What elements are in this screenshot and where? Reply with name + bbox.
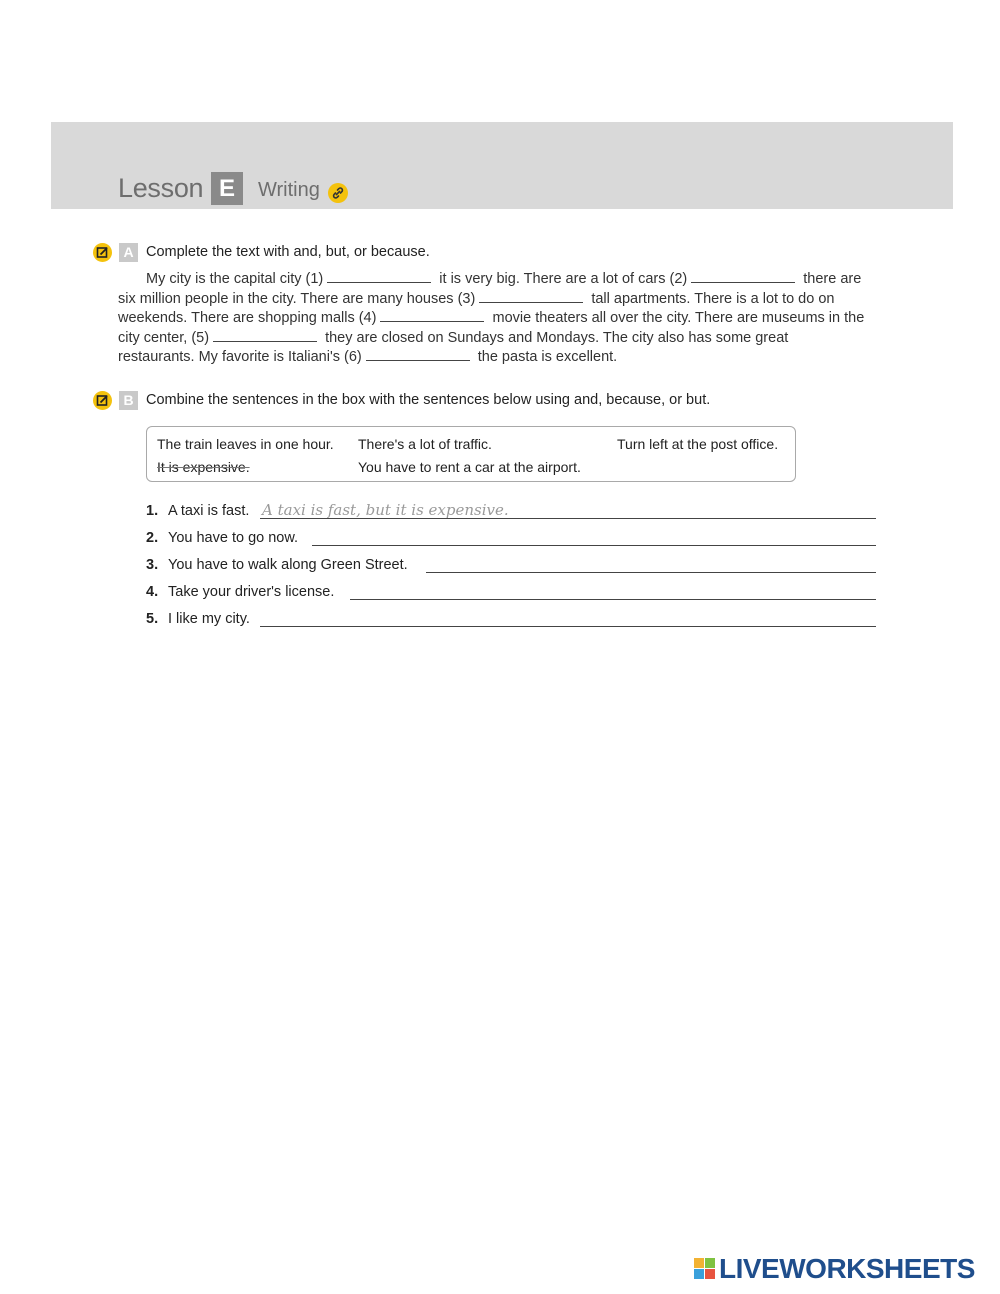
section-a-instruction bbox=[146, 244, 430, 260]
answer-line[interactable] bbox=[260, 518, 876, 519]
para-segment: My city is the capital city (1) bbox=[146, 271, 324, 287]
question-row bbox=[146, 611, 876, 633]
blank-4[interactable] bbox=[380, 309, 484, 322]
para-segment: movie theaters all over the city. There are museums in the city center, (5) bbox=[118, 310, 865, 346]
pencil-edit-icon bbox=[93, 243, 112, 262]
box-sentence: You have to rent a car at the airport. bbox=[358, 459, 581, 475]
box-sentence: There's a lot of traffic. bbox=[358, 436, 492, 452]
question-row bbox=[146, 584, 876, 606]
sentence-box bbox=[146, 426, 796, 482]
lesson-title: Writing bbox=[258, 179, 320, 201]
question-number: 1. bbox=[146, 503, 159, 519]
lesson-label: Lesson bbox=[118, 173, 204, 203]
para-segment: they are closed on Sundays and Mondays. The city also has some great restaurants. My favorite is Italiani's (6) bbox=[118, 329, 789, 366]
question-text: You have to go now. bbox=[168, 530, 299, 546]
answer-line[interactable] bbox=[350, 599, 876, 600]
question-number: 4. bbox=[146, 584, 159, 600]
liveworksheets-logo-icon bbox=[694, 1258, 716, 1280]
blank-1[interactable] bbox=[327, 270, 431, 283]
section-b-instruction: Combine the sentences in the box with the sentences below using and, because, or but. bbox=[146, 392, 711, 408]
question-text: Take your driver's license. bbox=[168, 584, 335, 600]
lesson-letter-badge: E bbox=[211, 172, 243, 205]
question-row bbox=[146, 530, 876, 552]
question-text: You have to walk along Green Street. bbox=[168, 557, 408, 573]
box-sentence: The train leaves in one hour. bbox=[157, 436, 334, 452]
pencil-edit-icon bbox=[93, 391, 112, 410]
para-segment: tall apartments. There is a lot to do on weekends. There are shopping malls (4) bbox=[118, 290, 835, 327]
question-row bbox=[146, 503, 876, 525]
question-row bbox=[146, 557, 876, 579]
box-sentence: Turn left at the post office. bbox=[617, 436, 779, 452]
para-segment: the pasta is excellent. bbox=[477, 349, 618, 366]
blank-5[interactable] bbox=[213, 329, 317, 342]
question-number: 2. bbox=[146, 530, 159, 546]
section-a-instruction-text: Complete the text with and, but, or because. bbox=[146, 244, 430, 260]
brand-name: LIVEWORKSHEETS bbox=[719, 1253, 975, 1284]
section-b-letter: B bbox=[119, 391, 138, 410]
question-text: A taxi is fast. bbox=[168, 503, 250, 519]
answer-line[interactable] bbox=[426, 572, 876, 573]
section-a-paragraph bbox=[118, 270, 868, 368]
blank-2[interactable] bbox=[691, 270, 795, 283]
question-number: 3. bbox=[146, 557, 159, 573]
answer-line[interactable] bbox=[260, 626, 876, 627]
blank-6[interactable] bbox=[366, 348, 470, 361]
blank-3[interactable] bbox=[479, 290, 583, 303]
answer-line[interactable] bbox=[312, 545, 876, 546]
section-a-letter: A bbox=[119, 243, 138, 262]
link-icon bbox=[328, 183, 348, 203]
question-number: 5. bbox=[146, 611, 159, 627]
liveworksheets-brand bbox=[694, 1254, 975, 1284]
box-sentence-used: It is expensive. bbox=[157, 459, 250, 475]
question-text: I like my city. bbox=[168, 611, 250, 627]
answer-text: A taxi is fast, but it is expensive. bbox=[262, 501, 509, 519]
para-segment: it is very big. There are a lot of cars (2) bbox=[439, 271, 688, 287]
para-segment: there are six million people in the city. There are many houses (3) bbox=[118, 271, 862, 307]
